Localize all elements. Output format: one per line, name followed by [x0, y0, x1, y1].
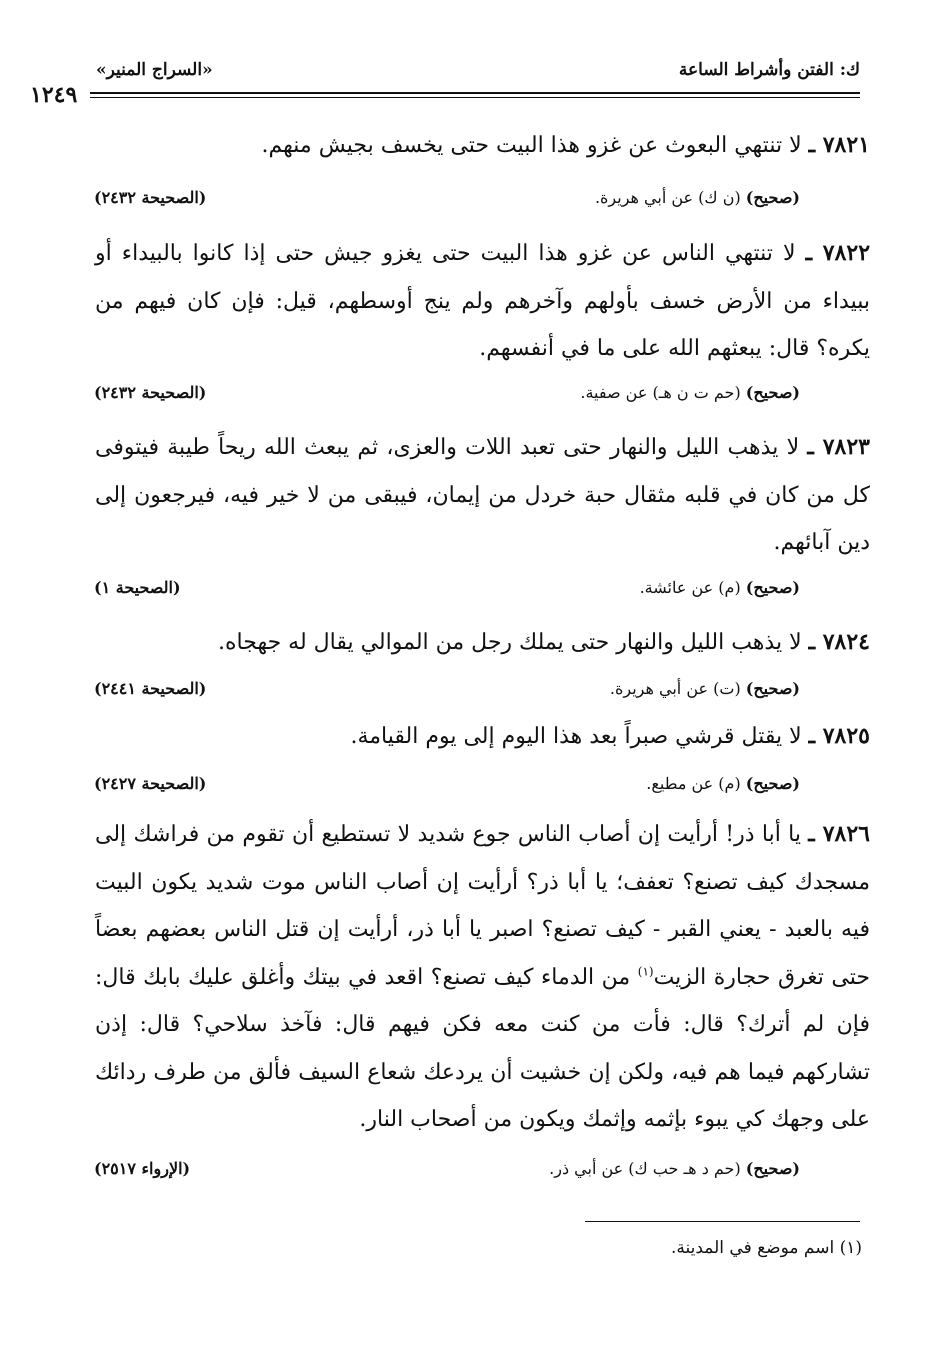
hadith-entry — [95, 230, 870, 373]
hadith-number: ٧٨٢٦ ـ — [808, 821, 870, 847]
hadith-reference: (الإرواء ٢٥١٧) — [94, 1159, 191, 1178]
hadith-text: يا أبا ذر! أرأيت إن أصاب الناس جوع شديد لا تستطيع أن تقوم من فراشك إلى مسجدك كيف تصنع؟ تعفف؛ يا أبا ذر؟ أرأيت إن أصاب الناس موت شديد يكون البيت فيه بالعبد - يعني القبر - كيف تصنع؟ اصبر يا أبا ذر، أرأيت إن قتل الناس بعضهم بعضاً حتى تغرق حجارة الزيت — [95, 822, 870, 990]
hadith-narrator: (حم ت ن هـ) عن صفية. — [580, 383, 741, 402]
hadith-reference: (الصحيحة ٢٤٢٧) — [94, 774, 207, 793]
hadith-grade: (صحيح) — [745, 578, 800, 597]
hadith-number: ٧٨٢٤ ـ — [808, 629, 870, 655]
hadith-reference: (الصحيحة ٢٤٣٢) — [94, 188, 207, 207]
hadith-narrator: (حم د هـ حب ك) عن أبي ذر. — [549, 1159, 741, 1178]
hadith-source — [640, 578, 800, 597]
hadith-text-continued: من الدماء كيف تصنع؟ اقعد في بيتك وأغلق عليك بابك قال: فإن لم أترك؟ قال: فأت من كنت معه فكن فيهم قال: فآخذ سلاحي؟ قال: إذن تشاركهم فيما هم فيه، ولكن إن خشيت أن يردعك شعاع السيف فألق من طرف ردائك على وجهك كي يبوء بإثمه وإثمك ويكون من أصحاب النار. — [95, 964, 870, 1132]
hadith-number: ٧٨٢٢ ـ — [805, 240, 871, 266]
hadith-entry — [95, 713, 870, 761]
hadith-reference: (الصحيحة ٢٤٣٢) — [94, 383, 207, 402]
hadith-source — [595, 188, 800, 207]
hadith-entry — [95, 424, 870, 567]
hadith-text: لا يذهب الليل والنهار حتى يملك رجل من الموالي يقال له جهجاه. — [218, 630, 802, 655]
footnote-rule — [585, 1221, 860, 1222]
header-rule-thin — [90, 97, 860, 98]
hadith-narrator: (ن ك) عن أبي هريرة. — [594, 188, 741, 207]
hadith-reference: (الصحيحة ١) — [94, 578, 181, 597]
hadith-grade: (صحيح) — [745, 383, 800, 402]
hadith-number: ٧٨٢٥ ـ — [808, 723, 870, 749]
hadith-source — [580, 383, 800, 402]
hadith-narrator: (ت) عن أبي هريرة. — [609, 679, 741, 698]
hadith-grade: (صحيح) — [745, 1159, 800, 1178]
hadith-text: لا تنتهي الناس عن غزو هذا البيت حتى يغزو جيش حتى إذا كانوا بالبيداء أو ببيداء من الأرض خسف بأولهم وآخرهم ولم ينج أوسطهم، قيل: فإن كان فيهم من يكره؟ قال: يبعثهم الله على ما في أنفسهم. — [95, 241, 870, 361]
hadith-reference: (الصحيحة ٢٤٤١) — [94, 679, 207, 698]
footnote-text: اسم موضع في المدينة. — [670, 1238, 835, 1258]
hadith-narrator: (م) عن مطيع. — [646, 774, 741, 793]
page-number: ١٢٤٩ — [30, 82, 78, 108]
hadith-source — [549, 1159, 800, 1178]
hadith-narrator: (م) عن عائشة. — [639, 578, 741, 597]
hadith-grade: (صحيح) — [745, 679, 800, 698]
book-title-header: «السراج المنير» — [96, 60, 213, 80]
hadith-grade: (صحيح) — [745, 188, 800, 207]
hadith-text: لا تنتهي البعوث عن غزو هذا البيت حتى يخسف بجيش منهم. — [261, 133, 802, 158]
hadith-entry — [95, 811, 870, 1144]
chapter-header: ك: الفتن وأشراط الساعة — [678, 60, 860, 80]
hadith-grade: (صحيح) — [745, 774, 800, 793]
hadith-entry — [95, 122, 870, 170]
hadith-number: ٧٨٢١ ـ — [808, 132, 870, 158]
footnote-marker[interactable]: (١) — [637, 964, 654, 979]
footnote — [671, 1238, 862, 1258]
hadith-source — [610, 679, 800, 698]
header-rule-thick — [90, 92, 860, 94]
hadith-source — [646, 774, 800, 793]
hadith-entry — [95, 619, 870, 667]
hadith-number: ٧٨٢٣ ـ — [807, 434, 870, 460]
hadith-text: لا يقتل قرشي صبراً بعد هذا اليوم إلى يوم القيامة. — [350, 724, 802, 749]
footnote-number: (١) — [839, 1238, 862, 1258]
hadith-text: لا يذهب الليل والنهار حتى تعبد اللات والعزى، ثم يبعث الله ريحاً طيبة فيتوفى كل من كان في قلبه مثقال حبة خردل من إيمان، فيبقى من لا خير فيه، فيرجعون إلى دين آبائهم. — [95, 435, 870, 555]
